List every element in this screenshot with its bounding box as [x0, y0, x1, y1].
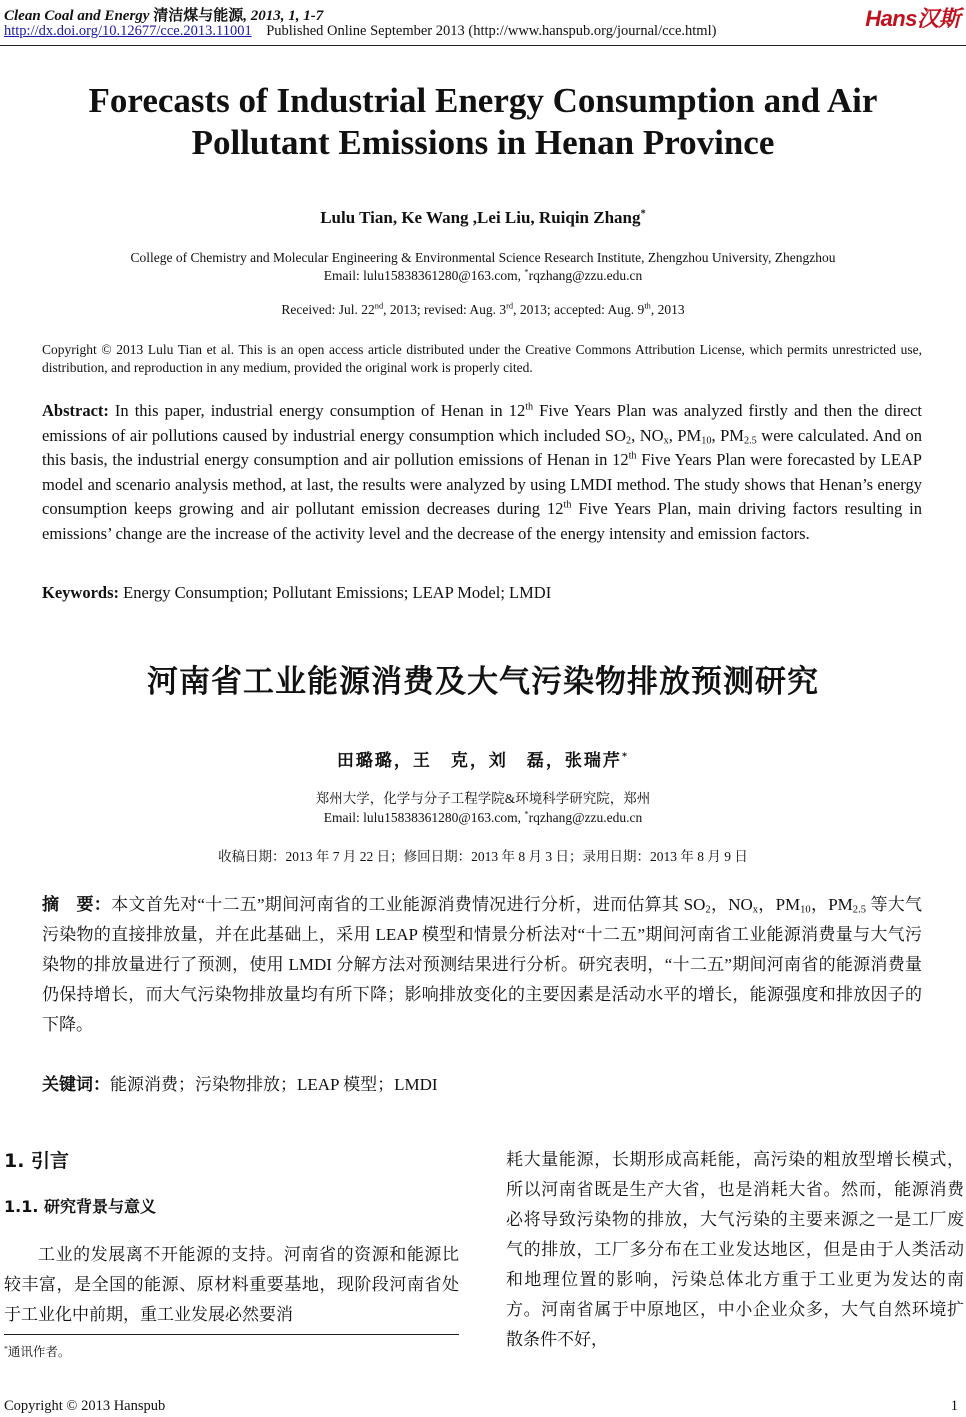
email-star: *: [524, 267, 529, 277]
paper-title-cn: 河南省工业能源消费及大气污染物排放预测研究: [147, 664, 819, 700]
corresponding-mark: *: [640, 208, 646, 220]
sub-2: 2: [705, 904, 711, 916]
abstract-text: Five Years Plan was analyzed firstly and then the direct emissions of air pollutions caused by industrial energy consumption which included SO: [42, 401, 922, 445]
title-en-line1: Forecasts of Industrial Energy Consumption and Air: [88, 81, 878, 120]
doi-line: [4, 23, 716, 40]
abstract-cn-text: ，PM: [810, 895, 853, 914]
abstract-en: [42, 399, 922, 546]
sub-x: x: [752, 904, 759, 916]
subsection-heading-background: 1.1. 研究背景与意义: [4, 1197, 156, 1216]
hans-logo[interactable]: Hans汉斯: [865, 6, 960, 31]
sup-th: th: [563, 499, 572, 511]
dates-end: , 2013: [650, 302, 685, 317]
footer-copyright: Copyright © 2013 Hanspub: [4, 1398, 166, 1414]
keywords-cn-label: 关键词：: [42, 1075, 110, 1095]
keywords-cn: [42, 1070, 922, 1095]
abstract-text: , NO: [631, 425, 664, 445]
abstract-label: Abstract:: [42, 401, 109, 420]
published-info: Published Online September 2013 (http://www.hanspub.org/journal/cce.html): [266, 23, 717, 39]
revised-date: , 2013; revised: Aug. 3: [383, 302, 507, 317]
sub-10: 10: [701, 435, 712, 447]
paper-title-en: [20, 80, 946, 164]
keywords-text: Energy Consumption; Pollutant Emissions; LEAP Model; LMDI: [119, 583, 552, 602]
keywords-label: Keywords:: [42, 583, 119, 602]
doi-link[interactable]: http://dx.doi.org/10.12677/cce.2013.11001: [4, 23, 252, 39]
received-date: Received: Jul. 22: [281, 302, 375, 317]
corresponding-mark-cn: *: [621, 751, 630, 763]
page-number: 1: [950, 1398, 958, 1414]
copyright-notice: Copyright © 2013 Lulu Tian et al. This is an open access article distributed under the Creative Commons Attribution License, which permits unrestricted use, distribution, and reproduction in any medium, provided the original work is properly cited.: [42, 342, 922, 375]
footnote-divider: [4, 1334, 459, 1335]
sub-x: x: [663, 435, 669, 447]
abstract-cn: [42, 890, 922, 1040]
email-en: [20, 267, 946, 285]
abstract-text: In this paper, industrial energy consumption of Henan in 12: [108, 401, 526, 420]
footnote-text: 通讯作者。: [7, 1345, 71, 1359]
sub-10: 10: [800, 904, 811, 916]
abstract-text: , PM: [668, 425, 702, 445]
email-corresponding[interactable]: rqzhang@zzu.edu.cn: [528, 810, 643, 825]
authors-en: [0, 208, 966, 228]
abstract-text: , PM: [711, 425, 744, 445]
abstract-cn-text: 本文首先对“十二五”期间河南省的工业能源消费情况进行分析，进而估算其 SO: [111, 895, 706, 914]
sup-rd: rd: [506, 301, 514, 311]
affiliation-cn-text: 郑州大学，化学与分子工程学院&环境科学研究院，郑州: [315, 791, 651, 806]
abstract-cn-text: ，PM: [758, 895, 801, 914]
body-column-right: 耗大量能源，长期形成高耗能，高污染的粗放型增长模式，所以河南省既是生产大省，也是消耗大省。然而，能源消费必将导致污染物的排放，大气污染的主要来源之一是工厂废气的排放，工厂多分布在工业发达地区，但是由于人类活动和地理位置的影响，污染总体北方重于工业更为发达的南方。河南省属于中原地区，中小企业众多，大气自然环境扩散条件不好，: [506, 1150, 964, 1349]
body-column-left: 工业的发展离不开能源的支持。河南省的资源和能源比较丰富，是全国的能源、原材料重要基地，现阶段河南省处于工业化中前期，重工业发展必然要消: [4, 1245, 459, 1324]
journal-name-en: Clean Coal and Energy: [4, 8, 150, 24]
abstract-text: Five Years Plan were forecasted by LEAP model and scenario analysis method, at last, the results were analyzed by using LMDI method. The study shows that Henan’s energy consumption keeps growing and air pollutant emission decreases during 12: [42, 450, 922, 518]
sub-2-5: 2.5: [852, 904, 866, 916]
journal-header: [4, 4, 323, 25]
affiliation-en: [20, 249, 946, 285]
authors-cn: [0, 746, 966, 771]
email-cn: [0, 808, 966, 827]
journal-name-cn: 清洁煤与能源: [153, 8, 244, 24]
accepted-date: , 2013; accepted: Aug. 9: [513, 302, 645, 317]
journal-volume: , 2013, 1, 1-7: [243, 8, 324, 24]
abstract-cn-label: 摘 要：: [42, 895, 112, 915]
footnote: [4, 1342, 70, 1360]
keywords-en: [42, 583, 922, 603]
keywords-cn-text: 能源消费；污染物排放；LEAP 模型；LMDI: [110, 1075, 438, 1094]
sup-th: th: [525, 401, 534, 413]
email-star: *: [524, 809, 529, 819]
title-en-line2: Pollutant Emissions in Henan Province: [191, 123, 775, 162]
affiliation-en-text: College of Chemistry and Molecular Engineering & Environmental Science Research Institute, Zhengzhou University, Zhengzhou: [130, 250, 836, 265]
abstract-text: Five Years Plan, main driving factors resulting in emissions’ change are the increase of the activity level and the decrease of the energy intensity and emission factors.: [42, 499, 922, 543]
authors-cn-text: 田璐璐，王 克，刘 磊，张瑞芹: [336, 751, 622, 770]
abstract-text: were calculated. And on this basis, the industrial energy consumption and air pollution emissions of Henan in 12: [42, 425, 922, 469]
received-dates-cn: 收稿日期：2013 年 7 月 22 日；修回日期：2013 年 8 月 3 日；录用日期：2013 年 8 月 9 日: [218, 849, 748, 864]
header-divider: [0, 45, 966, 46]
sup-th: th: [628, 450, 637, 462]
affiliation-cn: [0, 789, 966, 827]
sup-th: th: [644, 301, 651, 311]
abstract-cn-text: 等大气污染物的直接排放量，并在此基础上，采用 LEAP 模型和情景分析法对“十二五”期间河南省工业能源消费量与大气污染物的排放量进行了预测，使用 LMDI 分解方法对预测结果进行分析。研究表明，“十二五”期间河南省的能源消费量仍保持增长，而大气污染物排放量均有所下降；影响排放变化的主要因素是活动水平的增长，能源强度和排放因子的下降。: [42, 895, 923, 1034]
email-prefix: Email: lulu15838361280@163.com,: [323, 810, 525, 825]
section-heading-intro: 1. 引言: [4, 1150, 70, 1172]
email-corresponding[interactable]: rqzhang@zzu.edu.cn: [528, 268, 643, 283]
email-prefix: Email: lulu15838361280@163.com,: [323, 268, 525, 283]
authors-en-text: Lulu Tian, Ke Wang ,Lei Liu, Ruiqin Zhang: [320, 208, 641, 227]
received-dates-en: [0, 302, 966, 318]
sub-2-5: 2.5: [743, 435, 757, 447]
footnote-mark: *: [4, 1343, 8, 1353]
sup-nd: nd: [374, 301, 384, 311]
abstract-cn-text: ，NO: [710, 895, 753, 914]
sub-2: 2: [625, 435, 632, 447]
